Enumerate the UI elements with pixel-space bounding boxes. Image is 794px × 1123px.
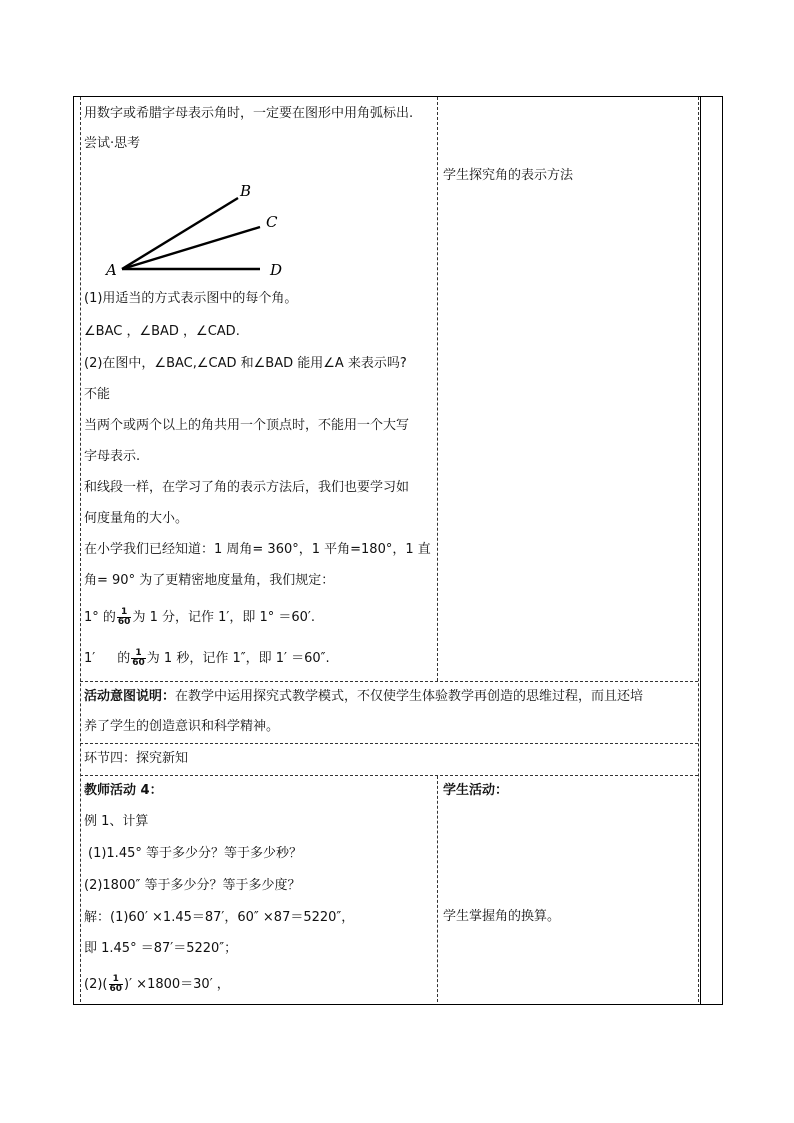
- cell-right-inner-border: [698, 97, 699, 1002]
- solution-line-3-post: )′ ×1800＝30′ ，: [124, 977, 230, 992]
- table-left-border: [73, 96, 74, 1005]
- cell-divider-top: [437, 97, 438, 681]
- angle-notation-note: 用数字或希腊字母表示角时，一定要在图形中用角弧标出.: [84, 106, 414, 121]
- vertex-rule-line-2: 字母表示.: [84, 449, 141, 464]
- answer-2: 不能: [84, 387, 111, 402]
- table-top-border: [73, 96, 722, 97]
- table-margin-column-border: [700, 96, 701, 1005]
- example-question-2: (2)1800″ 等于多少分？等于多少度？: [84, 878, 301, 893]
- activity-intent-label: 活动意图说明：: [84, 689, 176, 704]
- solution-line-1: 解：(1)60′ ×1.45＝87′，60″ ×87＝5220″，: [84, 910, 355, 925]
- solution-line-2: 即 1.45° ＝87′＝5220″；: [84, 941, 238, 956]
- solution-line-3-pre: (2)(: [84, 977, 108, 992]
- second-definition-pre: 1′: [84, 651, 96, 666]
- point-label-C: C: [266, 213, 278, 231]
- row-divider-section: [80, 743, 698, 744]
- point-label-D: D: [270, 261, 283, 279]
- try-think-heading: 尝试·思考: [84, 136, 141, 151]
- point-label-B: B: [240, 182, 252, 200]
- ray-AC: [122, 227, 260, 269]
- second-definition-post: 为 1 秒，记作 1″，即 1′ ＝60″.: [146, 651, 330, 666]
- angle-units-line-2: 角= 90° 为了更精密地度量角，我们规定：: [84, 573, 335, 588]
- vertex-rule-line-1: 当两个或两个以上的角共用一个顶点时，不能用一个大写: [84, 418, 410, 433]
- activity-intent-text: 在教学中运用探究式教学模式，不仅使学生体验教学再创造的思维过程，而且还培: [175, 689, 644, 704]
- teacher-activity-heading: 教师活动 4：: [84, 783, 163, 798]
- second-definition-mid: 的: [117, 651, 131, 666]
- minute-definition-post: 为 1 分，记作 1′，即 1° ＝60′.: [132, 610, 315, 625]
- student-activity-heading: 学生活动：: [443, 783, 509, 798]
- example-title: 例 1、计算: [84, 814, 149, 829]
- activity-intent-line-1: [84, 688, 643, 706]
- fraction-one-sixtieth-3: $\frac{1}{60}$: [109, 974, 123, 994]
- table-right-border: [722, 96, 723, 1005]
- cell-left-inner-border: [80, 97, 81, 1002]
- measure-intro-line-1: 和线段一样，在学习了角的表示方法后，我们也要学习如: [84, 480, 410, 495]
- minute-definition-pre: 1° 的: [84, 610, 116, 625]
- row-divider-activities: [80, 775, 698, 776]
- question-2: (2)在图中，∠BAC,∠CAD 和∠BAD 能用∠A 来表示吗?: [84, 356, 407, 371]
- cell-divider-bottom: [437, 776, 438, 1002]
- student-explore-note: 学生探究角的表示方法: [443, 168, 574, 183]
- answer-1: ∠BAC ，∠BAD ，∠CAD.: [84, 324, 240, 339]
- section-title: 环节四：探究新知: [84, 751, 189, 766]
- student-conversion-note: 学生掌握角的换算。: [443, 909, 561, 924]
- ray-AB: [122, 198, 238, 269]
- question-1: (1)用适当的方式表示图中的每个角。: [84, 291, 298, 306]
- point-label-A: A: [106, 261, 117, 279]
- angle-units-line-1: 在小学我们已经知道：1 周角= 360°，1 平角=180°，1 直: [84, 542, 431, 557]
- activity-intent-line-2: 养了学生的创造意识和科学精神。: [84, 719, 280, 734]
- measure-intro-line-2: 何度量角的大小。: [84, 511, 189, 526]
- second-definition: [84, 649, 330, 668]
- row-divider-intent: [80, 681, 698, 682]
- fraction-one-sixtieth-2: $\frac{1}{60}$: [132, 648, 145, 668]
- fraction-one-sixtieth: $\frac{1}{60}$: [117, 607, 131, 627]
- angle-figure: [100, 175, 300, 280]
- example-question-1: (1)1.45° 等于多少分？等于多少秒？: [88, 846, 302, 861]
- minute-definition: [84, 608, 315, 627]
- table-bottom-border: [73, 1004, 722, 1005]
- solution-line-3: [84, 975, 230, 994]
